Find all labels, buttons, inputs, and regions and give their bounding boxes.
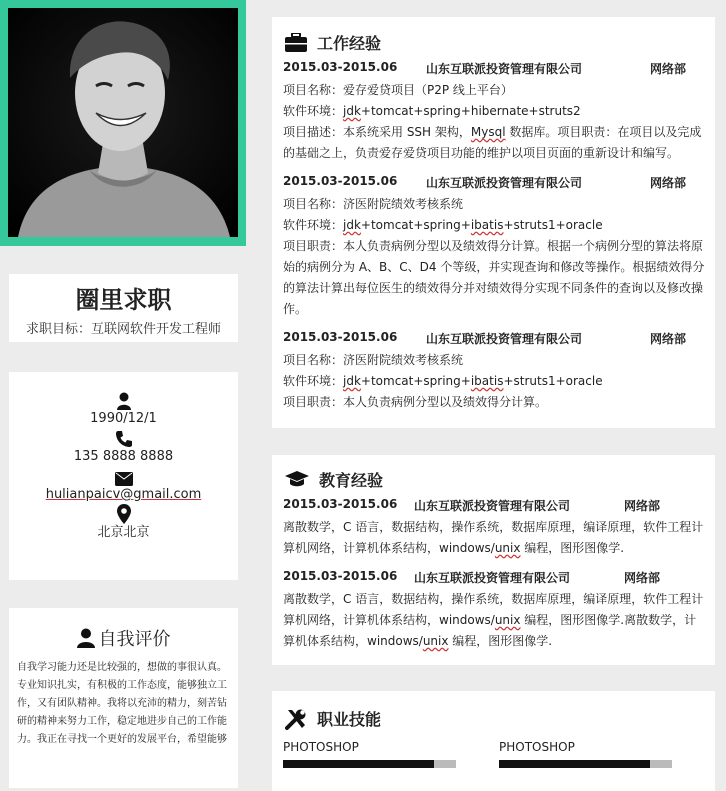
skill-item: [499, 740, 715, 768]
skills-heading: [285, 707, 715, 730]
birthday-text: 1990/12/1: [90, 411, 157, 426]
entry-header: [283, 174, 715, 191]
entry-date: 2015.03-2015.06: [283, 330, 398, 344]
entry-date: 2015.03-2015.06: [283, 497, 398, 511]
entry-company: 山东互联派投资管理有限公司: [414, 499, 571, 513]
phone-icon: [115, 428, 133, 448]
photo-frame: [0, 0, 246, 246]
entry-header: [283, 330, 715, 347]
work-experience-section: [272, 17, 715, 428]
graduation-cap-icon: [285, 471, 309, 488]
briefcase-icon: [285, 33, 307, 52]
entry-header: [283, 497, 715, 514]
entry-header: [283, 569, 715, 586]
entry-line: 项目名称：济医附院绩效考核系统: [283, 197, 464, 211]
work-experience-title: 工作经验: [317, 34, 382, 53]
skill-level-fill: [283, 760, 434, 768]
entry-line: 软件环境：jdk+tomcat+spring+ibatis+struts1+oracle: [283, 374, 603, 388]
email-link[interactable]: hulianpaicv@gmail.com: [45, 487, 202, 502]
person-icon: [77, 628, 95, 648]
self-evaluation-heading: [9, 625, 238, 651]
tools-icon: [285, 708, 307, 730]
entry-line: 项目职责：本人负责病例分型以及绩效得分计算。根据一个病例分型的算法将原始的病例分为 A、B、C、D4 个等级，并实现查询和修改等操作。根据绩效得分的算法计算出每位医生的绩效得分并对绩效得分实现不同条件的查询以及修改操作。: [283, 239, 705, 316]
skill-name: PHOTOSHOP: [283, 740, 359, 754]
contact-phone: [9, 428, 238, 466]
entry-line: 项目名称：爱存爱贷项目（P2P 线上平台）: [283, 83, 513, 97]
location-text: 北京北京: [97, 525, 150, 540]
skill-level-bar: [283, 760, 456, 768]
self-evaluation-card: [9, 608, 238, 788]
entry-department: 网络部: [650, 176, 687, 190]
skills-section: [272, 691, 715, 791]
profile-photo: [8, 8, 238, 237]
name-card: [9, 274, 238, 342]
entry-company: 山东互联派投资管理有限公司: [414, 571, 571, 585]
education-entry: [283, 569, 715, 652]
entry-line: 项目描述：本系统采用 SSH 架构，Mysql 数据库。项目职责：在项目以及完成的基础之上，负责爱存爱贷项目功能的维护以项目页面的重新设计和编写。: [283, 125, 702, 160]
education-entry: [283, 497, 715, 559]
entry-date: 2015.03-2015.06: [283, 174, 398, 188]
skill-name: PHOTOSHOP: [499, 740, 575, 754]
contact-birthday: [9, 390, 238, 428]
job-objective: 求职目标：互联网软件开发工程师: [25, 322, 221, 337]
entry-line: 项目名称：济医附院绩效考核系统: [283, 353, 464, 367]
entry-line: 项目职责：本人负责病例分型以及绩效得分计算。: [283, 395, 548, 409]
self-evaluation-text: 自我学习能力还是比较强的，想做的事很认真。专业知识扎实，有积极的工作态度，能够独立工作，又有团队精神。我将以充沛的精力，刻苦钻研的精神来努力工作，稳定地进步自己的工作能力。我正在寻找一个更好的发展平台，希望能够: [17, 662, 227, 745]
self-evaluation-title: 自我评价: [98, 629, 171, 650]
entry-header: [283, 60, 715, 77]
phone-text: 135 8888 8888: [73, 449, 174, 464]
contact-email: [9, 466, 238, 504]
education-heading: [285, 468, 715, 491]
work-entry: [283, 174, 715, 320]
entry-department: 网络部: [624, 499, 661, 513]
entry-date: 2015.03-2015.06: [283, 569, 398, 583]
contact-location: [9, 504, 238, 542]
entry-department: 网络部: [624, 571, 661, 585]
entry-date: 2015.03-2015.06: [283, 60, 398, 74]
entry-company: 山东互联派投资管理有限公司: [426, 176, 583, 190]
entry-company: 山东互联派投资管理有限公司: [426, 62, 583, 76]
entry-line: 离散数学，C 语言，数据结构，操作系统，数据库原理，编译原理，软件工程计算机网络，计算机体系结构，windows/unix 编程，图形图像学.: [283, 520, 704, 555]
entry-line: 软件环境：jdk+tomcat+spring+ibatis+struts1+oracle: [283, 218, 603, 232]
location-pin-icon: [117, 504, 131, 524]
entry-line: 离散数学，C 语言，数据结构，操作系统，数据库原理，编译原理，软件工程计算机网络，计算机体系结构，windows/unix 编程，图形图像学.离散数学，计算机体系结构，windows/unix 编程，图形图像学.: [283, 592, 704, 648]
candidate-name: 圈里求职: [75, 286, 172, 314]
work-entry: [283, 330, 715, 413]
education-section: [272, 455, 715, 665]
education-title: 教育经验: [319, 471, 384, 490]
skill-item: [283, 740, 499, 768]
skill-level-fill: [499, 760, 650, 768]
work-experience-heading: [285, 31, 715, 54]
work-entry: [283, 60, 715, 164]
contact-card: [9, 372, 238, 580]
entry-company: 山东互联派投资管理有限公司: [426, 332, 583, 346]
skills-title: 职业技能: [317, 710, 382, 729]
skill-level-bar: [499, 760, 672, 768]
entry-department: 网络部: [650, 332, 687, 346]
envelope-icon: [115, 466, 133, 486]
entry-department: 网络部: [650, 62, 687, 76]
entry-line: 软件环境：jdk+tomcat+spring+hibernate+struts2: [283, 104, 581, 118]
person-icon: [117, 390, 131, 410]
